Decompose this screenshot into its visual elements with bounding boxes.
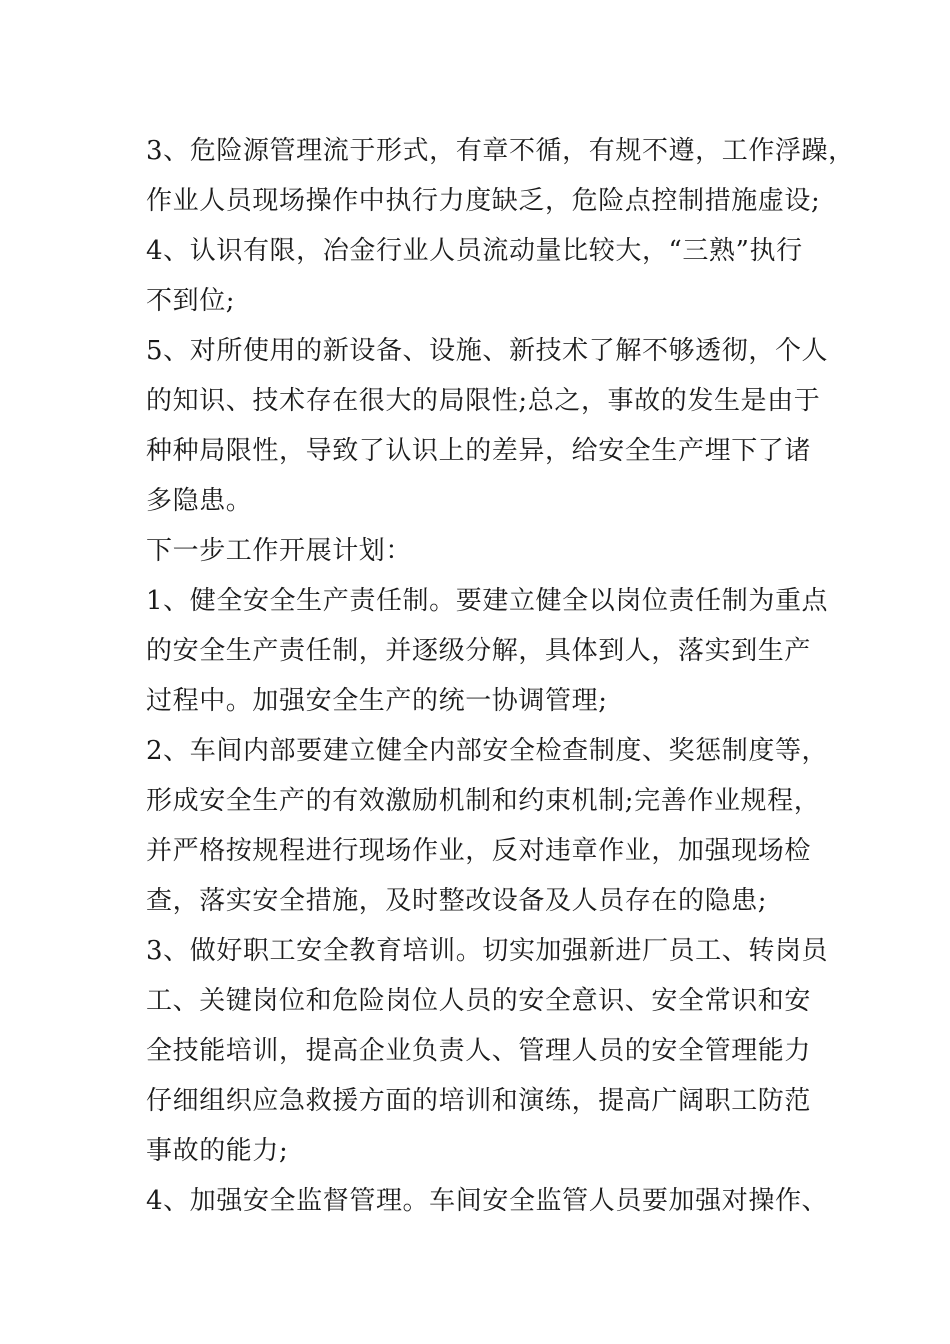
document-body (146, 128, 855, 1228)
text-line: 4、加强安全监督管理。车间安全监管人员要加强对操作、 (146, 1186, 829, 1216)
text-line: 过程中。加强安全生产的统一协调管理; (146, 686, 608, 716)
text-line: 仔细组织应急救援方面的培训和演练，提高广阔职工防范 (146, 1086, 812, 1116)
text-line: 种种局限性，导致了认识上的差异，给安全生产埋下了诸 (146, 436, 812, 466)
text-line: 4、认识有限，冶金行业人员流动量比较大，“三熟”执行 (146, 236, 803, 266)
text-line: 作业人员现场操作中执行力度缺乏，危险点控制措施虚设; (146, 186, 821, 216)
text-line: 工、关键岗位和危险岗位人员的安全意识、安全常识和安 (146, 986, 812, 1016)
text-line: 事故的能力; (146, 1136, 289, 1166)
text-line: 的知识、技术存在很大的局限性;总之，事故的发生是由于 (146, 386, 821, 416)
text-line: 3、危险源管理流于形式，有章不循，有规不遵，工作浮躁， (146, 136, 855, 166)
text-line: 3、做好职工安全教育培训。切实加强新进厂员工、转岗员 (146, 936, 829, 966)
text-line: 查，落实安全措施，及时整改设备及人员存在的隐患; (146, 886, 768, 916)
text-line: 多隐患。 (146, 486, 253, 516)
text-line: 的安全生产责任制，并逐级分解，具体到人，落实到生产 (146, 636, 812, 666)
text-line: 并严格按规程进行现场作业，反对违章作业，加强现场检 (146, 836, 812, 866)
text-line: 形成安全生产的有效激励机制和约束机制;完善作业规程， (146, 786, 821, 816)
text-line: 5、对所使用的新设备、设施、新技术了解不够透彻，个人 (146, 336, 829, 366)
text-line: 全技能培训，提高企业负责人、管理人员的安全管理能力 (146, 1036, 812, 1066)
text-line: 不到位; (146, 286, 236, 316)
text-line: 2、车间内部要建立健全内部安全检查制度、奖惩制度等， (146, 736, 829, 766)
text-line: 1、健全安全生产责任制。要建立健全以岗位责任制为重点 (146, 586, 829, 616)
section-heading: 下一步工作开展计划： (146, 536, 413, 566)
